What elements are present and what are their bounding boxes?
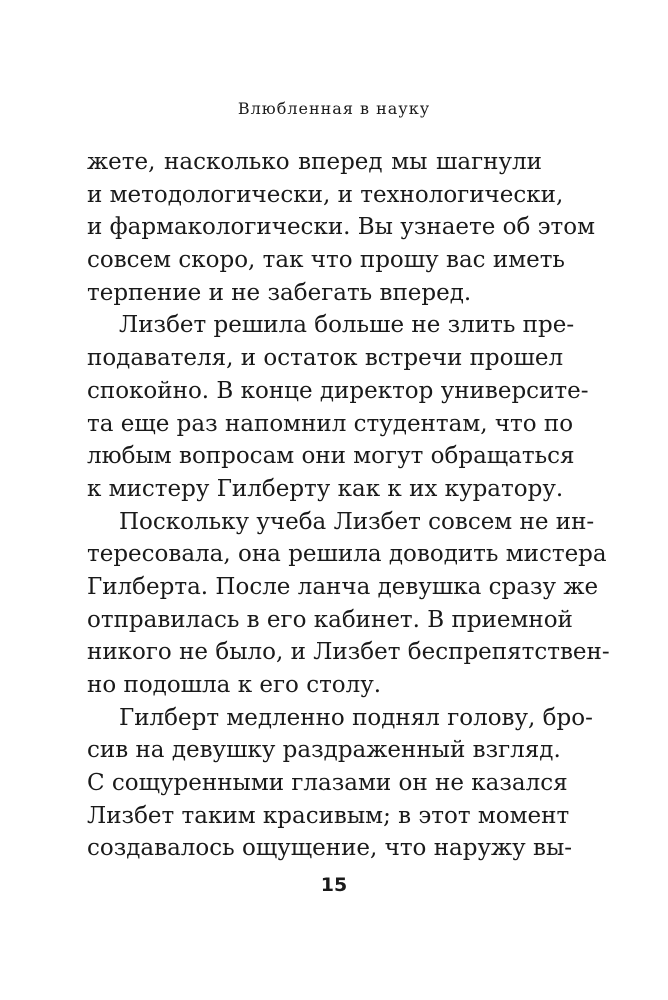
text-line: С сощуренными глазами он не казался: [87, 770, 568, 797]
text-line: Гилберта. После ланча девушка сразу же: [87, 573, 599, 600]
text-line: создавалось ощущение, что наружу вы-: [87, 835, 573, 862]
page-number: 15: [320, 874, 348, 896]
text-line: к мистеру Гилберту как к их куратору.: [87, 475, 564, 502]
text-line: и фармакологически. Вы узнаете об этом: [87, 214, 596, 241]
text-line: Лизбет решила больше не злить пре-: [119, 312, 575, 339]
text-line: жете, насколько вперед мы шагнули: [87, 149, 542, 175]
text-line: никого не было, и Лизбет беспрепятствен-: [87, 639, 610, 666]
body-text: [87, 146, 610, 865]
running-title: Влюбленная в науку: [237, 99, 431, 118]
text-line: спокойно. В конце директор университе-: [87, 377, 589, 404]
text-line: Лизбет таким красивым; в этот момент: [87, 802, 570, 829]
text-line: подавателя, и остаток встречи прошел: [87, 345, 564, 372]
text-line: Гилберт медленно поднял голову, бро-: [119, 704, 593, 731]
text-line: совсем скоро, так что прошу вас иметь: [87, 247, 565, 274]
text-line: любым вопросам они могут обращаться: [87, 443, 575, 470]
text-line: но подошла к его столу.: [87, 672, 382, 698]
text-line: сив на девушку раздраженный взгляд.: [87, 737, 561, 764]
text-line: Поскольку учеба Лизбет совсем не ин-: [119, 508, 595, 535]
text-line: отправилась в его кабинет. В приемной: [87, 606, 573, 633]
text-line: и методологически, и технологически,: [87, 181, 564, 208]
text-line: тересовала, она решила доводить мистера: [87, 541, 607, 568]
text-line: та еще раз напомнил студентам, что по: [87, 410, 574, 437]
text-line: терпение и не забегать вперед.: [87, 279, 472, 306]
